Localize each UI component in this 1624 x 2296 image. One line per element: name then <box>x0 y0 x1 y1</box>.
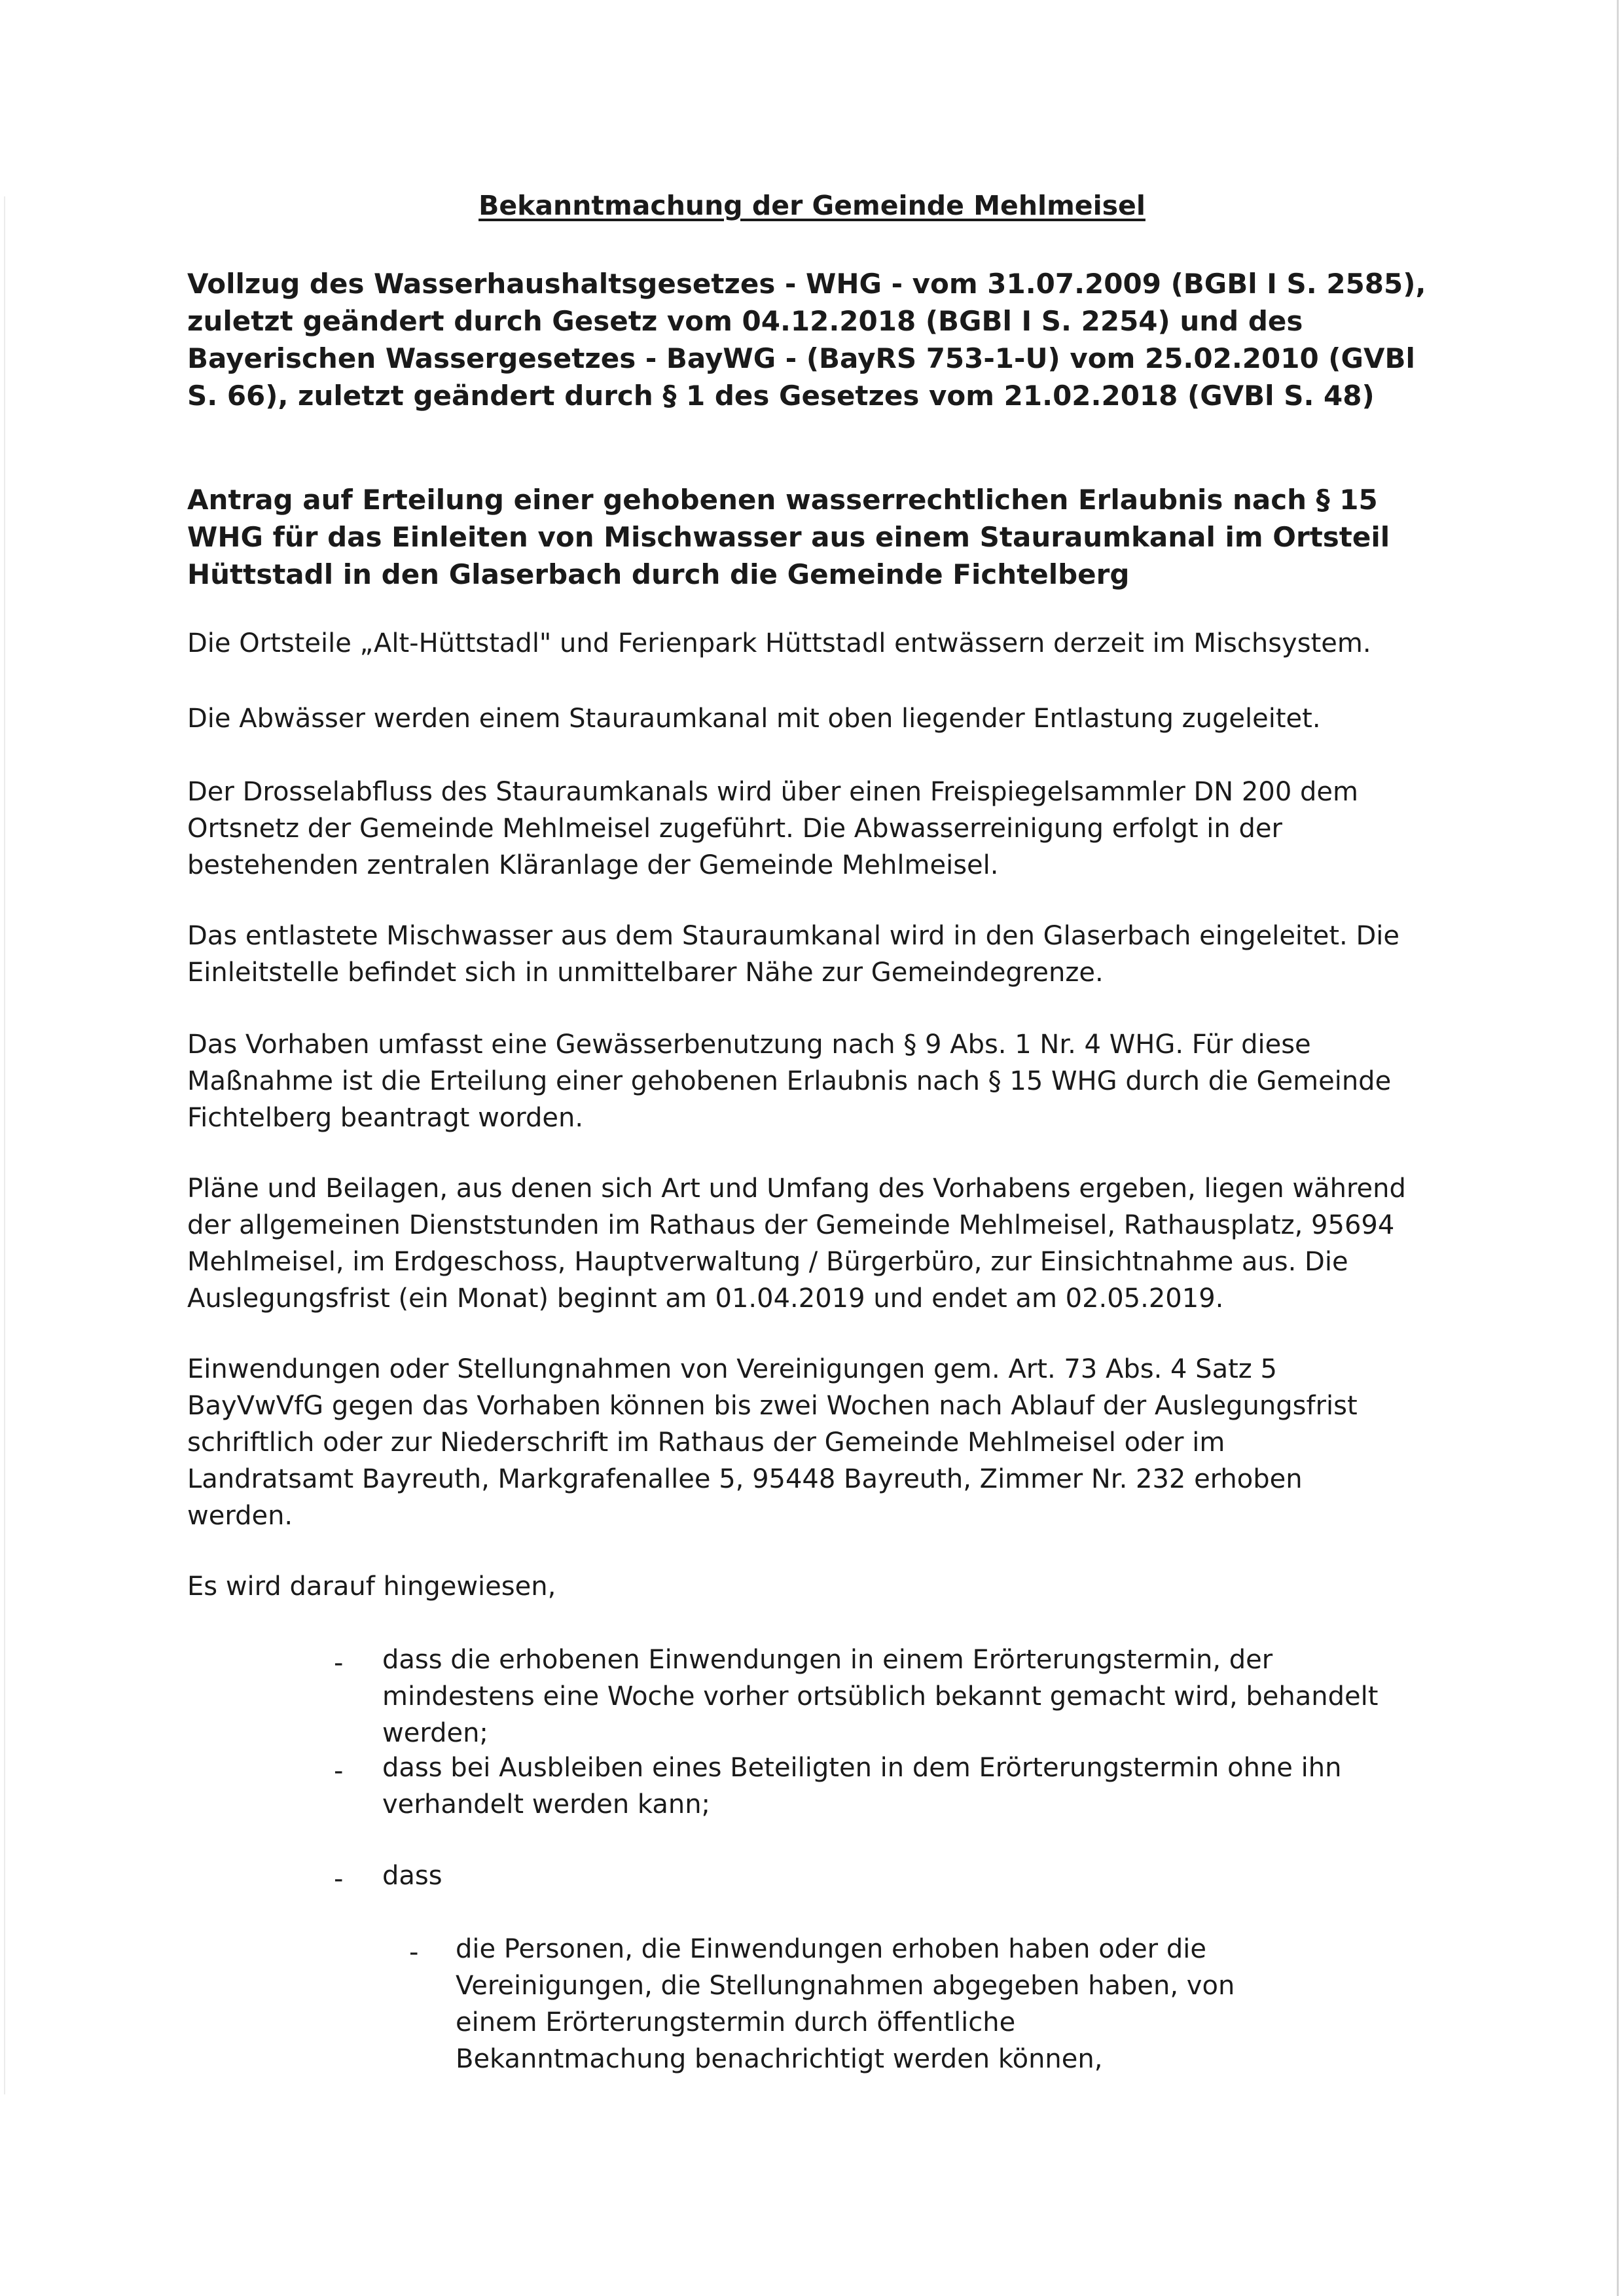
scan-edge-right <box>1617 0 1619 2296</box>
scan-edge-left <box>4 196 5 2094</box>
paragraph-8: Es wird darauf hingewiesen, <box>187 1571 556 1602</box>
paragraph-2: Die Abwässer werden einem Stauraumkanal mit oben liegender Entlastung zugeleitet. <box>187 704 1321 734</box>
paragraph-6: Pläne und Beilagen, aus denen sich Art und Umfang des Vorhabens ergeben, liegen während der allgemeinen Dienststunden im Rathaus der Gemeinde Mehlmeisel, Rathausplatz, 95694 Mehlmeisel, im Erdgeschoss, Hauptverwaltung / Bürgerbüro, zur Einsichtnahme aus. Die Auslegungsfrist (ein Monat) beginnt am 01.04.2019 und endet am 02.05.2019. <box>187 1174 1406 1314</box>
bullet-item-3: dass <box>382 1861 442 1891</box>
bullet-marker: - <box>334 1648 344 1678</box>
heading-legal-basis: Vollzug des Wasserhaushaltsgesetzes - WHG - vom 31.07.2009 (BGBl I S. 2585), zuletzt geändert durch Gesetz vom 04.12.2018 (BGBl I S. 2254) und des Bayerischen Wassergesetzes - BayWG - (BayRS 753-1-U) vom 25.02.2010 (GVBl S. 66), zuletzt geändert durch § 1 des Gesetzes vom 21.02.2018 (GVBl S. 48) <box>187 268 1426 412</box>
paragraph-7: Einwendungen oder Stellungnahmen von Vereinigungen gem. Art. 73 Abs. 4 Satz 5 BayVwVfG gegen das Vorhaben können bis zwei Wochen nach Ablauf der Auslegungsfrist schriftlich oder zur Niederschrift im Rathaus der Gemeinde Mehlmeisel oder im Landratsamt Bayreuth, Markgrafenallee 5, 95448 Bayreuth, Zimmer Nr. 232 erhoben werden. <box>187 1354 1358 1531</box>
sub-bullet-item-1: die Personen, die Einwendungen erhoben haben oder die Vereinigungen, die Stellungnahmen abgegeben haben, von einem Erörterungstermin durch öffentliche Bekanntmachung benachrichtigt werden können, <box>456 1934 1235 2074</box>
bullet-item-2: dass bei Ausbleiben eines Beteiligten in dem Erörterungstermin ohne ihn verhandelt werden kann; <box>382 1753 1342 1820</box>
paragraph-3: Der Drosselabfluss des Stauraumkanals wird über einen Freispiegelsammler DN 200 dem Ortsnetz der Gemeinde Mehlmeisel zugeführt. Die Abwasserreinigung erfolgt in der bestehenden zentralen Kläranlage der Gemeinde Mehlmeisel. <box>187 777 1358 880</box>
document-title: Bekanntmachung der Gemeinde Mehlmeisel <box>478 190 1146 221</box>
bullet-marker: - <box>334 1864 344 1894</box>
paragraph-4: Das entlastete Mischwasser aus dem Stauraumkanal wird in den Glaserbach eingeleitet. Die Einleitstelle befindet sich in unmittelbarer Nähe zur Gemeindegrenze. <box>187 921 1399 988</box>
bullet-marker: - <box>334 1756 344 1786</box>
bullet-item-1: dass die erhobenen Einwendungen in einem Erörterungstermin, der mindestens eine Woche vorher ortsüblich bekannt gemacht wird, behandelt werden; <box>382 1645 1379 1748</box>
paragraph-1: Die Ortsteile „Alt-Hüttstadl" und Ferienpark Hüttstadl entwässern derzeit im Mischsystem. <box>187 628 1371 658</box>
sub-bullet-marker: - <box>409 1937 419 1967</box>
paragraph-5: Das Vorhaben umfasst eine Gewässerbenutzung nach § 9 Abs. 1 Nr. 4 WHG. Für diese Maßnahme ist die Erteilung einer gehobenen Erlaubnis nach § 15 WHG durch die Gemeinde Fichtelberg beantragt worden. <box>187 1030 1392 1133</box>
heading-application: Antrag auf Erteilung einer gehobenen wasserrechtlichen Erlaubnis nach § 15 WHG für das Einleiten von Mischwasser aus einem Stauraumkanal im Ortsteil Hüttstadl in den Glaserbach durch die Gemeinde Fichtelberg <box>187 484 1390 590</box>
